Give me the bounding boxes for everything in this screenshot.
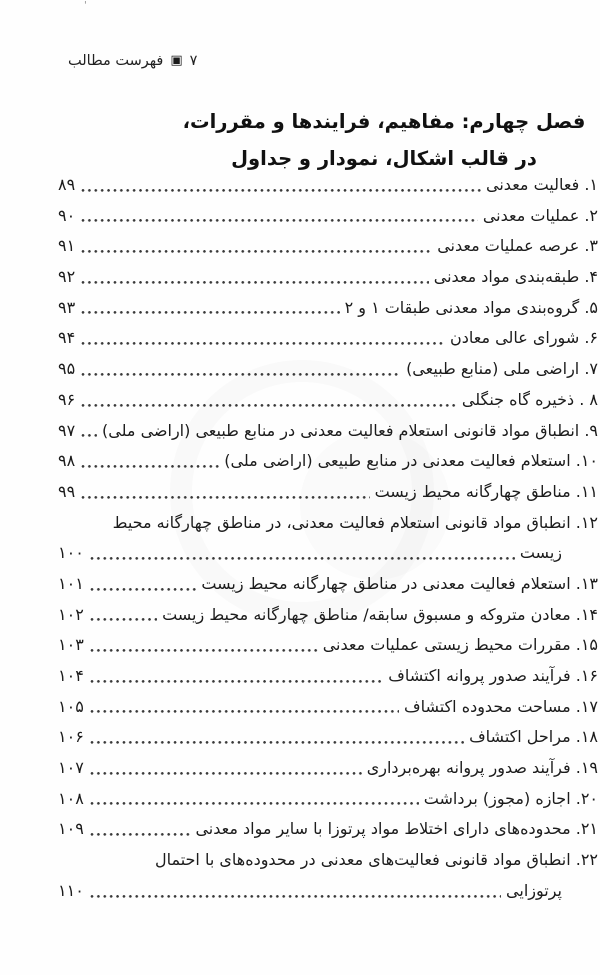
dot-leader [81, 311, 339, 314]
dot-leader [90, 833, 191, 836]
dot-leader [81, 219, 478, 222]
toc-entry-text: ۲. عملیات معدنی [482, 205, 598, 225]
toc-entry [58, 446, 598, 477]
toc-entry [58, 231, 598, 262]
toc-entry-text: ۱. فعالیت معدنی [486, 175, 598, 194]
toc-entry [58, 814, 598, 845]
running-head-title: فهرست مطالب [68, 53, 164, 69]
toc-entry-text: ۱۷. مساحت محدوده اکتشاف [403, 696, 598, 716]
toc-entry [58, 508, 598, 539]
toc-entry [58, 385, 598, 416]
toc-entry-text: ۳. عرصه عملیات معدنی [437, 236, 598, 256]
toc-entry-text: ۵. گروه‌بندی مواد معدنی طبقات ۱ و ۲ [344, 297, 598, 317]
toc-entry [58, 784, 598, 815]
toc-entry [58, 753, 598, 784]
toc-page-number: ۱۰۴ [58, 666, 84, 685]
toc-entry [58, 323, 598, 354]
toc-entry-text: ۱۱. مناطق چهارگانه محیط زیست [374, 481, 598, 501]
toc-entry [58, 262, 598, 293]
chapter-title [58, 103, 598, 177]
toc-entry [58, 354, 598, 385]
toc-page-number: ۹۳ [58, 297, 76, 317]
toc-entry-continuation [58, 538, 598, 569]
running-head-page-number: ۷ [189, 53, 198, 69]
dot-leader [81, 465, 219, 468]
chapter-title-line-1: فصل چهارم: مفاهیم، فرایندها و مقررات، [182, 110, 586, 133]
toc-page-number: ۹۲ [58, 267, 76, 287]
toc-page-number: ۱۰۶ [58, 727, 84, 747]
toc-page-number: ۹۰ [58, 205, 76, 225]
dot-leader [90, 680, 383, 683]
toc-page-number: ۹۶ [58, 389, 76, 409]
dot-leader [90, 588, 197, 591]
toc-page-number: ۹۵ [58, 359, 76, 379]
toc-entry [58, 600, 598, 631]
toc-page-number: ۱۰۹ [58, 819, 84, 839]
toc-entry-text: ۱۸. مراحل اکتشاف [469, 727, 598, 747]
dot-leader [90, 772, 362, 775]
toc-entry [58, 722, 598, 753]
toc-page-number: ۱۰۰ [58, 543, 84, 563]
toc-entry-text: ۲۱. محدوده‌های دارای اختلاط مواد پرتوزا با سایر مواد معدنی [195, 819, 598, 839]
toc-page-number: ۱۰۲ [58, 604, 84, 624]
toc-page-number: ۱۰۸ [58, 788, 84, 808]
toc-entry-text: ۶. شورای عالی معادن [450, 328, 598, 348]
toc-entry-text: پرتوزایی [506, 880, 562, 900]
toc-page-number: ۹۹ [58, 481, 76, 501]
toc-entry-text: زیست [519, 543, 562, 563]
toc-entry-text: ۹. انطباق مواد قانونی استعلام فعالیت معدنی در منابع طبیعی (اراضی ملی) [102, 420, 598, 440]
running-head [68, 53, 197, 69]
toc-entry [58, 630, 598, 661]
dot-leader [81, 404, 457, 407]
toc-entry-text: ۱۰. استعلام فعالیت معدنی در منابع طبیعی (اراضی ملی) [224, 451, 598, 471]
dot-leader [81, 496, 369, 499]
dot-leader [81, 434, 97, 437]
toc-entry-text: ۱۶. فرآیند صدور پروانه اکتشاف [388, 666, 598, 685]
dot-leader [90, 741, 464, 744]
dot-leader [90, 802, 419, 805]
toc-entry [58, 569, 598, 600]
toc-page-number: ۱۰۷ [58, 758, 84, 778]
toc-entry [58, 477, 598, 508]
toc-page-number: ۹۴ [58, 328, 76, 348]
dot-leader [81, 281, 429, 284]
toc-entry-text: ۷. اراضی ملی (منابع طبیعی) [406, 359, 598, 379]
toc-page-number: ۱۰۳ [58, 635, 84, 655]
toc-page-number: ۹۸ [58, 451, 76, 471]
dot-leader [90, 649, 318, 652]
toc-entry-text: ۸ . ذخیره گاه جنگلی [461, 389, 598, 409]
toc-entry [58, 692, 598, 723]
toc-entry [58, 170, 598, 201]
toc-list [58, 170, 598, 907]
dot-leader [81, 250, 432, 253]
toc-page-number: ۱۰۱ [58, 573, 84, 593]
toc-entry-text: ۱۳. استعلام فعالیت معدنی در مناطق چهارگانه محیط زیست [201, 573, 598, 593]
toc-page-number: ۱۱۰ [58, 880, 84, 900]
toc-page-number: ۹۱ [58, 236, 76, 256]
toc-entry-text: ۱۲. انطباق مواد قانونی استعلام فعالیت معدنی، در مناطق چهارگانه محیط [112, 512, 598, 532]
toc-entry-text: ۱۵. مقررات محیط زیستی عملیات معدنی [322, 635, 598, 655]
dot-leader [81, 342, 445, 345]
toc-entry-text: ۴. طبقه‌بندی مواد معدنی [433, 267, 598, 287]
toc-entry [58, 201, 598, 232]
dot-leader [90, 557, 515, 560]
dot-leader [90, 895, 501, 898]
toc-entry [58, 661, 598, 692]
dot-leader [90, 618, 157, 621]
chapter-title-line-2: در قالب اشکال، نمودار و جداول [231, 147, 537, 170]
toc-page-number: ۱۰۵ [58, 696, 84, 716]
toc-entry-text: ۱۹. فرآیند صدور پروانه بهره‌برداری [366, 758, 598, 778]
dot-leader [90, 710, 399, 713]
toc-entry [58, 416, 598, 447]
toc-entry [58, 845, 598, 876]
toc-entry [58, 293, 598, 324]
toc-entry-continuation [58, 876, 598, 907]
square-bullet-icon: ▣ [170, 52, 183, 68]
toc-entry-text: ۲۰. اجازه (مجوز) برداشت [423, 788, 598, 808]
toc-page-number: ۹۷ [58, 420, 76, 440]
stray-scan-mark: ' [84, 0, 87, 11]
dot-leader [81, 373, 401, 376]
toc-page-number: ۸۹ [58, 175, 76, 194]
toc-entry-text: ۲۲. انطباق مواد قانونی فعالیت‌های معدنی در محدوده‌های با احتمال [154, 850, 598, 870]
toc-entry-text: ۱۴. معادن متروکه و مسبوق سابقه/ مناطق چهارگانه محیط زیست [162, 604, 598, 624]
dot-leader [81, 189, 481, 192]
